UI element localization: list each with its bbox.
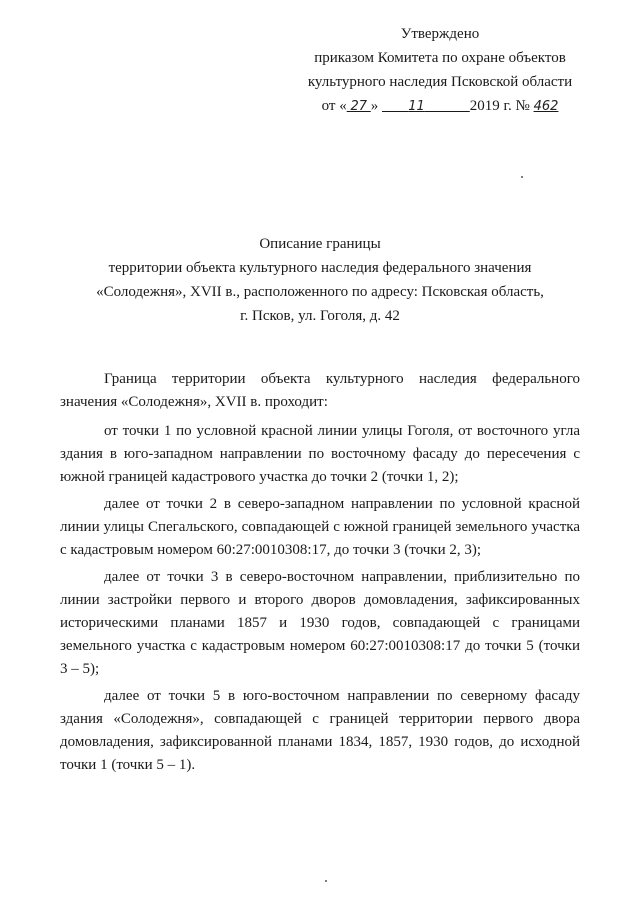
paragraph-segment-2-3: далее от точки 2 в северо-западном направлении по условной красной линии улицы Спегальского, совпадающей с южной границей земельного участка с кадастровым номером 60:27:0010308:17, до точки 3 (точки 2, 3);: [60, 496, 580, 558]
approval-committee-line: культурного наследия Псковской области: [307, 74, 573, 90]
number-field: [534, 98, 559, 114]
year-text: 2019 г. №: [469, 98, 530, 114]
paragraph-segment-1-2: от точки 1 по условной красной линии улицы Гоголя, от восточного угла здания в юго-западном направлении по восточному фасаду до пересечения с южной границей кадастрового участка до точки 2 (точки 1, 2);: [60, 423, 580, 485]
paragraph-intro: Граница территории объекта культурного наследия федерального значения «Солодежня», XVII в. проходит:: [60, 371, 580, 410]
paragraph-segment-3-5: далее от точки 3 в северо-восточном направлении, приблизительно по линии застройки первого и второго дворов домовладения, зафиксированных историческими планами 1857 и 1930 годов, совпадающей с границами земельного участка с кадастровым номером 60:27:0010308:17 до точки 5 (точки 3 – 5);: [60, 569, 580, 677]
approval-order-line: приказом Комитета по охране объектов: [314, 50, 566, 66]
approval-block: [280, 22, 600, 119]
document-body: [60, 368, 580, 781]
document-title: [60, 232, 580, 328]
title-line-3: «Солодежня», XVII в., расположенного по адресу: Псковская область,: [96, 284, 544, 300]
date-prefix: от «: [321, 98, 347, 114]
handwritten-number: 462: [533, 99, 559, 114]
title-line-4: г. Псков, ул. Гоголя, д. 42: [240, 308, 400, 324]
approval-heading: Утверждено: [400, 26, 480, 42]
day-field: [347, 98, 371, 114]
date-mid: »: [370, 98, 382, 114]
scan-speck: [325, 880, 327, 882]
handwritten-day: 27: [350, 99, 367, 114]
scan-speck: [521, 176, 523, 178]
paragraph-segment-5-1: далее от точки 5 в юго-восточном направлении по северному фасаду здания «Солодежня», совпадающей с границей территории первого двора домовладения, зафиксированной планами 1834, 1857, 1930 годов, до исходной точки 1 (точки 5 – 1).: [60, 688, 580, 773]
approval-date-line: [280, 94, 600, 119]
title-line-1: Описание границы: [259, 236, 381, 252]
handwritten-month: 11: [408, 99, 425, 114]
title-line-2: территории объекта культурного наследия федерального значения: [108, 260, 532, 276]
month-field: [382, 98, 470, 114]
